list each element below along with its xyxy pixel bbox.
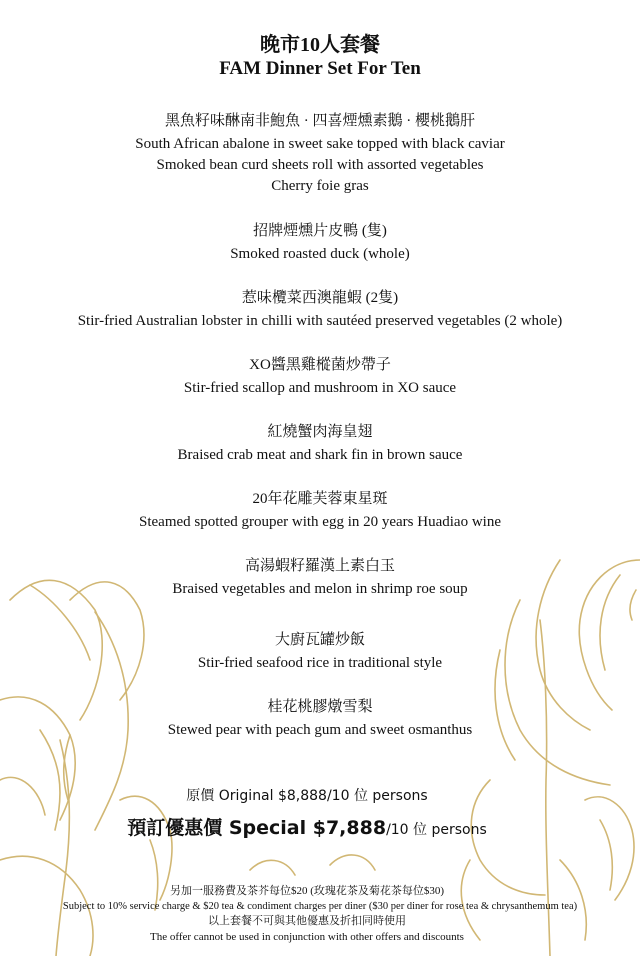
dish-item xyxy=(0,220,640,265)
dish-name-english: Stir-fried seafood rice in traditional style xyxy=(197,655,443,671)
dish-name-chinese: 招牌煙燻片皮鴨 (隻) xyxy=(253,223,387,239)
dish-name-chinese: 黑魚籽味醂南非鮑魚 · 四喜煙燻素鵝 · 櫻桃鵝肝 xyxy=(165,113,475,129)
dish-name-chinese: XO醬黑雞樅菌炒帶子 xyxy=(249,357,391,373)
dish-name-english: Stewed pear with peach gum and sweet osmanthus xyxy=(167,722,473,738)
dish-name-english: Braised crab meat and shark fin in brown sauce xyxy=(177,447,463,463)
dish-name-chinese: 桂花桃膠燉雪梨 xyxy=(267,699,373,715)
dish-name-english: Smoked bean curd sheets roll with assorted vegetables xyxy=(156,157,484,173)
dish-name-english: Braised vegetables and melon in shrimp roe soup xyxy=(172,581,468,597)
dish-item xyxy=(0,696,640,741)
special-price-suffix: /10 位 persons xyxy=(386,822,487,838)
special-price-main: 預訂優惠價 Special $7,888 xyxy=(127,817,387,839)
dish-name-english: Stir-fried scallop and mushroom in XO sauce xyxy=(183,380,457,396)
dish-item xyxy=(0,421,640,466)
dish-name-chinese: 20年花雕芙蓉東星斑 xyxy=(252,491,388,507)
dish-name-english: Smoked roasted duck (whole) xyxy=(230,246,410,262)
dish-name-chinese: 高湯蝦籽羅漢上素白玉 xyxy=(244,558,395,574)
menu-title-english: FAM Dinner Set For Ten xyxy=(219,58,421,79)
offer-note-chinese: 以上套餐不可與其他優惠及折扣同時使用 xyxy=(208,915,406,927)
dish-item xyxy=(0,629,640,674)
dish-name-english: Cherry foie gras xyxy=(271,178,369,194)
dish-item xyxy=(0,287,640,332)
dish-name-chinese: 大廚瓦罐炒飯 xyxy=(274,632,365,648)
service-charge-note-english: Subject to 10% service charge & $20 tea & condiment charges per diner ($30 per diner for rose tea & chrysanthemum tea) xyxy=(62,901,578,912)
dish-item xyxy=(0,110,640,197)
dish-name-english: South African abalone in sweet sake topped with black caviar xyxy=(135,136,505,152)
dish-name-chinese: 惹味欖菜西澳龍蝦 (2隻) xyxy=(241,290,399,306)
special-price xyxy=(0,813,614,840)
dish-item xyxy=(0,354,640,399)
original-price: 原價 Original $8,888/10 位 persons xyxy=(186,788,428,804)
service-charge-note-chinese: 另加一服務費及茶芥每位$20 (玫瑰花茶及菊花茶每位$30) xyxy=(169,885,445,897)
dish-name-english: Stir-fried Australian lobster in chilli with sautéed preserved vegetables (2 whole) xyxy=(77,313,563,329)
dish-item xyxy=(0,488,640,533)
dish-item xyxy=(0,555,640,600)
dish-name-chinese: 紅燒蟹肉海皇翅 xyxy=(267,424,373,440)
dish-name-english: Steamed spotted grouper with egg in 20 years Huadiao wine xyxy=(139,514,501,530)
menu-title-chinese: 晚市10人套餐 xyxy=(260,34,380,56)
offer-note-english: The offer cannot be used in conjunction with other offers and discounts xyxy=(150,931,464,943)
